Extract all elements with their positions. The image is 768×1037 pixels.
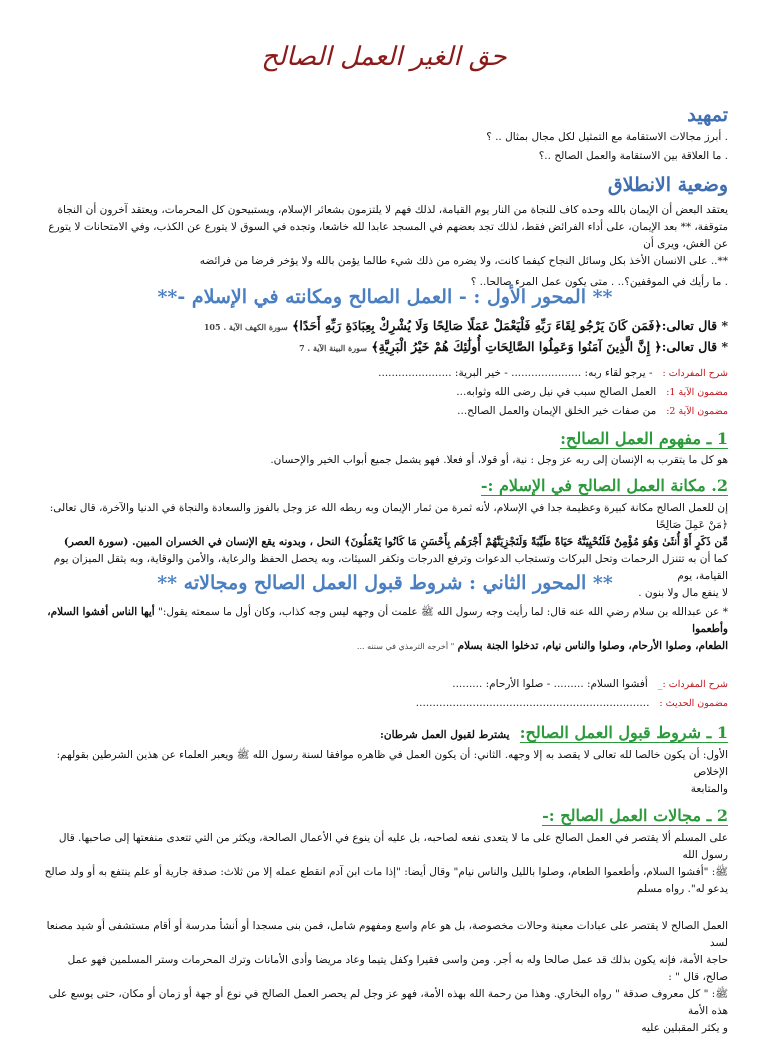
axis2-vocab bbox=[42, 677, 728, 692]
verse-2-content-text: من صفات خير الخلق الإيمان والعمل الصالح... bbox=[457, 405, 657, 417]
hadith-content-label: مضمون الحديث : bbox=[659, 698, 728, 709]
verse-2-text: * قال تعالى:﴿ إِنَّ الَّذِينَ آمَنُوا وَعَمِلُوا الصَّالِحَاتِ أُولَٰئِكَ هُمْ خَيْرُ الْبَرِيَّةِ﴾ bbox=[371, 339, 728, 354]
axis1-vocab-text: - يرجو لقاء ربه: ..................... - خير البرية: ...................... bbox=[378, 367, 653, 379]
hadith-content bbox=[42, 696, 728, 711]
page-title: حق الغير العمل الصالح bbox=[261, 42, 507, 72]
conditions-paragraph-2: والمتابعة bbox=[690, 783, 728, 795]
verse-1-content-label: مضمون الآية 1: bbox=[666, 387, 728, 398]
final-line-2: حاجة الأمة، فإنه يكون بذلك قد عمل صالحا وله به أجر. ومن واسى فقيرا وكفل يتيما وعاد مريضا وأدى الأمانات وترك المحرمات وستر المسلمين فهو عمل صالح، قال " : bbox=[67, 954, 728, 983]
fields-paragraph-2: ﷺ: "أفشوا السلام، وأطعموا الطعام، وصلوا بالليل والناس نيام" وقال أيضا: "إذا مات ابن آدم انقطع عمله إلا من ثلاث: صدقة جارية أو علم ينتفع به أو ولد صالح bbox=[44, 866, 728, 878]
verse-1-content bbox=[42, 385, 728, 400]
conditions-heading-row bbox=[42, 723, 728, 743]
start-paragraph-1: يعتقد البعض أن الإيمان بالله وحده كاف للنجاة من النار يوم القيامة، لذلك فهم لا يلتزمون بشعائر الإسلام، ويستبيحون كل المحرمات، ويعتقد آخرون أن النجاة متوقفة، ** بعد الإيمان، على أداء الفرائض فقط، لذلك تجد بعضهم في المسجد عابدا لله خاشعا، وتجده في السوق لا يتورع عن الكذب، وفي الامتحانات لا يتورع عن الغش، ويرى أن bbox=[48, 204, 728, 250]
axis2-vocab-text: أفشوا السلام: ......... - صلوا الأرحام: ......... bbox=[452, 678, 648, 690]
hadith-text-1: أيها الناس أفشوا السلام، وأطعموا bbox=[47, 606, 728, 635]
verse-2-content-label: مضمون الآية 2: bbox=[666, 406, 728, 417]
verse-1-text: * قال تعالى:﴿فَمَن كَانَ يَرْجُو لِقَاءَ رَبِّهِ فَلْيَعْمَلْ عَمَلًا صَالِحًا وَلَا يُشْرِكْ بِعِبَادَةِ رَبِّهِ أَحَدًا﴾ bbox=[292, 318, 728, 333]
status-paragraph-1: إن للعمل الصالح مكانة كبيرة وعظيمة جدا في الإسلام، لأنه ثمرة من ثمار الإيمان وبه ربطه الله عز وجل بالفوز والسعادة والنجاة في الدنيا والآخرة، قال تعالى: ﴿مَنْ عَمِلَ صَالِحًا bbox=[49, 502, 728, 531]
verse-1 bbox=[42, 316, 728, 337]
axis2-heading: ** المحور الثاني : شروط قبول العمل الصالح ومجالاته ** bbox=[157, 572, 613, 594]
conditions-heading: 1 ـ شروط قبول العمل الصالح: bbox=[519, 723, 728, 742]
final-paragraph bbox=[42, 918, 728, 1037]
fields-paragraph-1: على المسلم ألا يقتصر في العمل الصالح على ما لا يتعدى نفعه لصاحبه، بل عليه أن ينوع في الأعمال الصالحة، ويكثر من التي تتعدى منفعتها إلى صاحبها. قال رسول الله bbox=[58, 832, 728, 861]
conditions-tail: يشترط لقبول العمل شرطان: bbox=[380, 729, 510, 741]
hadith-ref: " أخرجه الترمذي في سننه ... bbox=[356, 642, 455, 651]
concept-heading: 1 ـ مفهوم العمل الصالح: bbox=[560, 429, 728, 448]
start-question: . ما رأيك في الموقفين؟.. . متى يكون عمل المرء صالحا.. ؟ bbox=[470, 276, 728, 288]
verse-2-content bbox=[42, 404, 728, 419]
intro-section bbox=[0, 104, 768, 164]
intro-question-1: . أبرز مجالات الاستقامة مع التمثيل لكل مجال بمثال .. ؟ bbox=[486, 131, 728, 143]
final-line-3: ﷺ: " كل معروف صدقة " رواه البخاري. وهذا من رحمة الله بهذه الأمة، فهو عز وجل لم يحصر العمل الصالح في نوع أو جهة أو زمان أو مكان، حتى يوسع على هذه الأمة bbox=[48, 988, 728, 1017]
axis1-vocab-label: شرح المفردات : bbox=[662, 368, 728, 379]
axis1-section bbox=[0, 286, 768, 602]
final-line-1: العمل الصالح لا يقتصر على عبادات معينة وحالات مخصوصة، بل هو عام واسع ومفهوم شامل، فمن بنى مسجدا أو أنشأ مدرسة أو أقام مستشفى أو شيد مصنعا لسد bbox=[46, 920, 728, 949]
verse-1-ref: سورة الكهف الآية . 105 bbox=[203, 322, 288, 332]
hadith-intro: * عن عبدالله بن سلام رضي الله عنه قال: لما رأيت وجه رسول الله ﷺ علمت أن وجهه ليس وجه كذاب، وكان أول ما سمعته يقول:" bbox=[158, 606, 728, 618]
verse-2 bbox=[42, 337, 728, 358]
verse-2-ref: سورة البينة الآية . 7 bbox=[299, 343, 367, 353]
hadith-line-1 bbox=[42, 604, 728, 638]
status-paragraph-2: مِّن ذَكَرٍ أَوْ أُنثَىٰ وَهُوَ مُؤْمِنٌ فَلَنُحْيِيَنَّهُ حَيَاةً طَيِّبَةً وَلَنَجْزِيَنَّهُمْ أَجْرَهُم بِأَحْسَنِ مَا كَانُوا يَعْمَلُونَ﴾ النحل ، وبدونه يقع الإنسان في الخسران المبين. (سورة العصر) bbox=[63, 536, 728, 548]
start-heading: وضعية الانطلاق bbox=[607, 174, 728, 196]
hadith-content-text: ...................................................................... bbox=[415, 697, 650, 709]
verse-1-content-text: العمل الصالح سبب في نيل رضى الله وثوابه... bbox=[456, 386, 657, 398]
intro-question-2: . ما العلاقة بين الاستقامة والعمل الصالح ..؟ bbox=[538, 150, 728, 162]
conditions-paragraph-1: الأول: أن يكون خالصا لله تعالى لا يقصد به إلا وجهه. الثاني: أن يكون العمل في ظاهره موافقا لسنة رسول الله ﷺ ويعبر العلماء عن هذين الشرطين بقولهم: الإخلاص bbox=[56, 749, 728, 778]
start-paragraph-2: **.. على الانسان الأخذ بكل وسائل النجاح كيفما كانت، ولا يضره من ذلك شيء طالما يؤمن بالله ولا يؤخر فرضا من فرائضه bbox=[199, 255, 728, 267]
start-section bbox=[0, 174, 768, 291]
hadith-line-2 bbox=[42, 638, 728, 655]
final-line-4: و يكثر المقبلين عليه bbox=[641, 1022, 728, 1034]
axis1-heading: ** المحور الأول : - العمل الصالح ومكانته في الإسلام -** bbox=[157, 286, 613, 308]
axis2-section bbox=[0, 572, 768, 1037]
concept-text: هو كل ما يتقرب به الإنسان إلى ربه عز وجل : نية، أو قولا، أو فعلا. فهو يشمل جميع أبواب الخير والإحسان. bbox=[270, 454, 728, 466]
intro-heading: تمهيد bbox=[687, 104, 728, 126]
axis2-vocab-label: شرح المفردات :_ bbox=[657, 679, 728, 690]
fields-heading: 2 ـ مجالات العمل الصالح :- bbox=[542, 806, 728, 825]
status-paragraph-4: لا ينفع مال ولا بنون . bbox=[638, 587, 728, 599]
fields-paragraph-3: يدعو له". رواه مسلم bbox=[636, 883, 728, 895]
hadith-text-2: الطعام، وصلوا الأرحام، وصلوا والناس نيام، تدخلوا الجنة بسلام bbox=[457, 640, 728, 652]
status-heading: 2. مكانة العمل الصالح في الإسلام :- bbox=[480, 476, 728, 495]
status-paragraph-3: كما أن به تتنزل الرحمات وتحل البركات وتستجاب الدعوات وترفع الدرجات وتكفر السيئات، وبه يحصل الحفظ والرعاية، والأمن والوقاية، وبه يثقل الميزان يوم القيامة، يوم bbox=[53, 553, 728, 582]
axis1-vocab bbox=[42, 366, 728, 381]
